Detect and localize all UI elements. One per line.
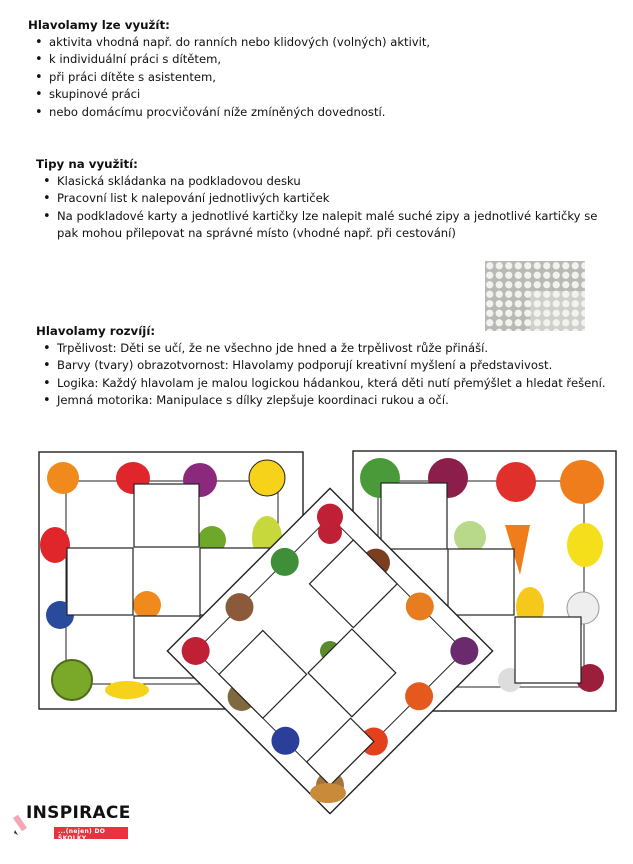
list-item: • při práci dítěte s asistentem, bbox=[28, 69, 618, 86]
logo-main-text: INSPIRACE bbox=[26, 803, 131, 823]
section-tips-title: Tipy na využití: bbox=[36, 157, 138, 171]
list-item: • nebo domácímu procvičování níže zmíněných dovedností. bbox=[28, 104, 618, 121]
list-item: • aktivita vhodná např. do ranních nebo klidových (volných) aktivit, bbox=[28, 34, 618, 51]
list-item: • Na podkladové karty a jednotlivé kartičky lze nalepit malé suché zipy a jednotlivé kartičky se pak mohou přilepovat na správné místo (vhodné např. při cestování) bbox=[36, 208, 616, 243]
list-item: • Logika: Každý hlavolam je malou logickou hádankou, která děti nutí přemýšlet a hledat řešení. bbox=[36, 375, 626, 392]
list-item: • Pracovní list k nalepování jednotlivých kartiček bbox=[36, 190, 616, 207]
inspirace-logo bbox=[14, 803, 131, 843]
list-item: • k individuální práci s dítětem, bbox=[28, 51, 618, 68]
section-usage-title: Hlavolamy lze využít: bbox=[28, 18, 170, 32]
list-item: • skupinové práci bbox=[28, 86, 618, 103]
logo-sub-text: ...(nejen) DO ŠKOLKY bbox=[58, 828, 106, 842]
section-develops-title: Hlavolamy rozvíjí: bbox=[36, 324, 156, 338]
list-item: • Jemná motorika: Manipulace s dílky zlepšuje koordinaci rukou a očí. bbox=[36, 392, 626, 409]
list-item: • Trpělivost: Děti se učí, že ne všechno jde hned a že trpělivost růže přináší. bbox=[36, 340, 626, 357]
list-item: • Klasická skládanka na podkladovou desku bbox=[36, 173, 616, 190]
cornucopia-icon bbox=[310, 783, 346, 803]
raspberry-icon bbox=[318, 520, 342, 544]
list-item: • Barvy (tvary) obrazotvornost: Hlavolamy podporují kreativní myšlení a představivost. bbox=[36, 357, 626, 374]
